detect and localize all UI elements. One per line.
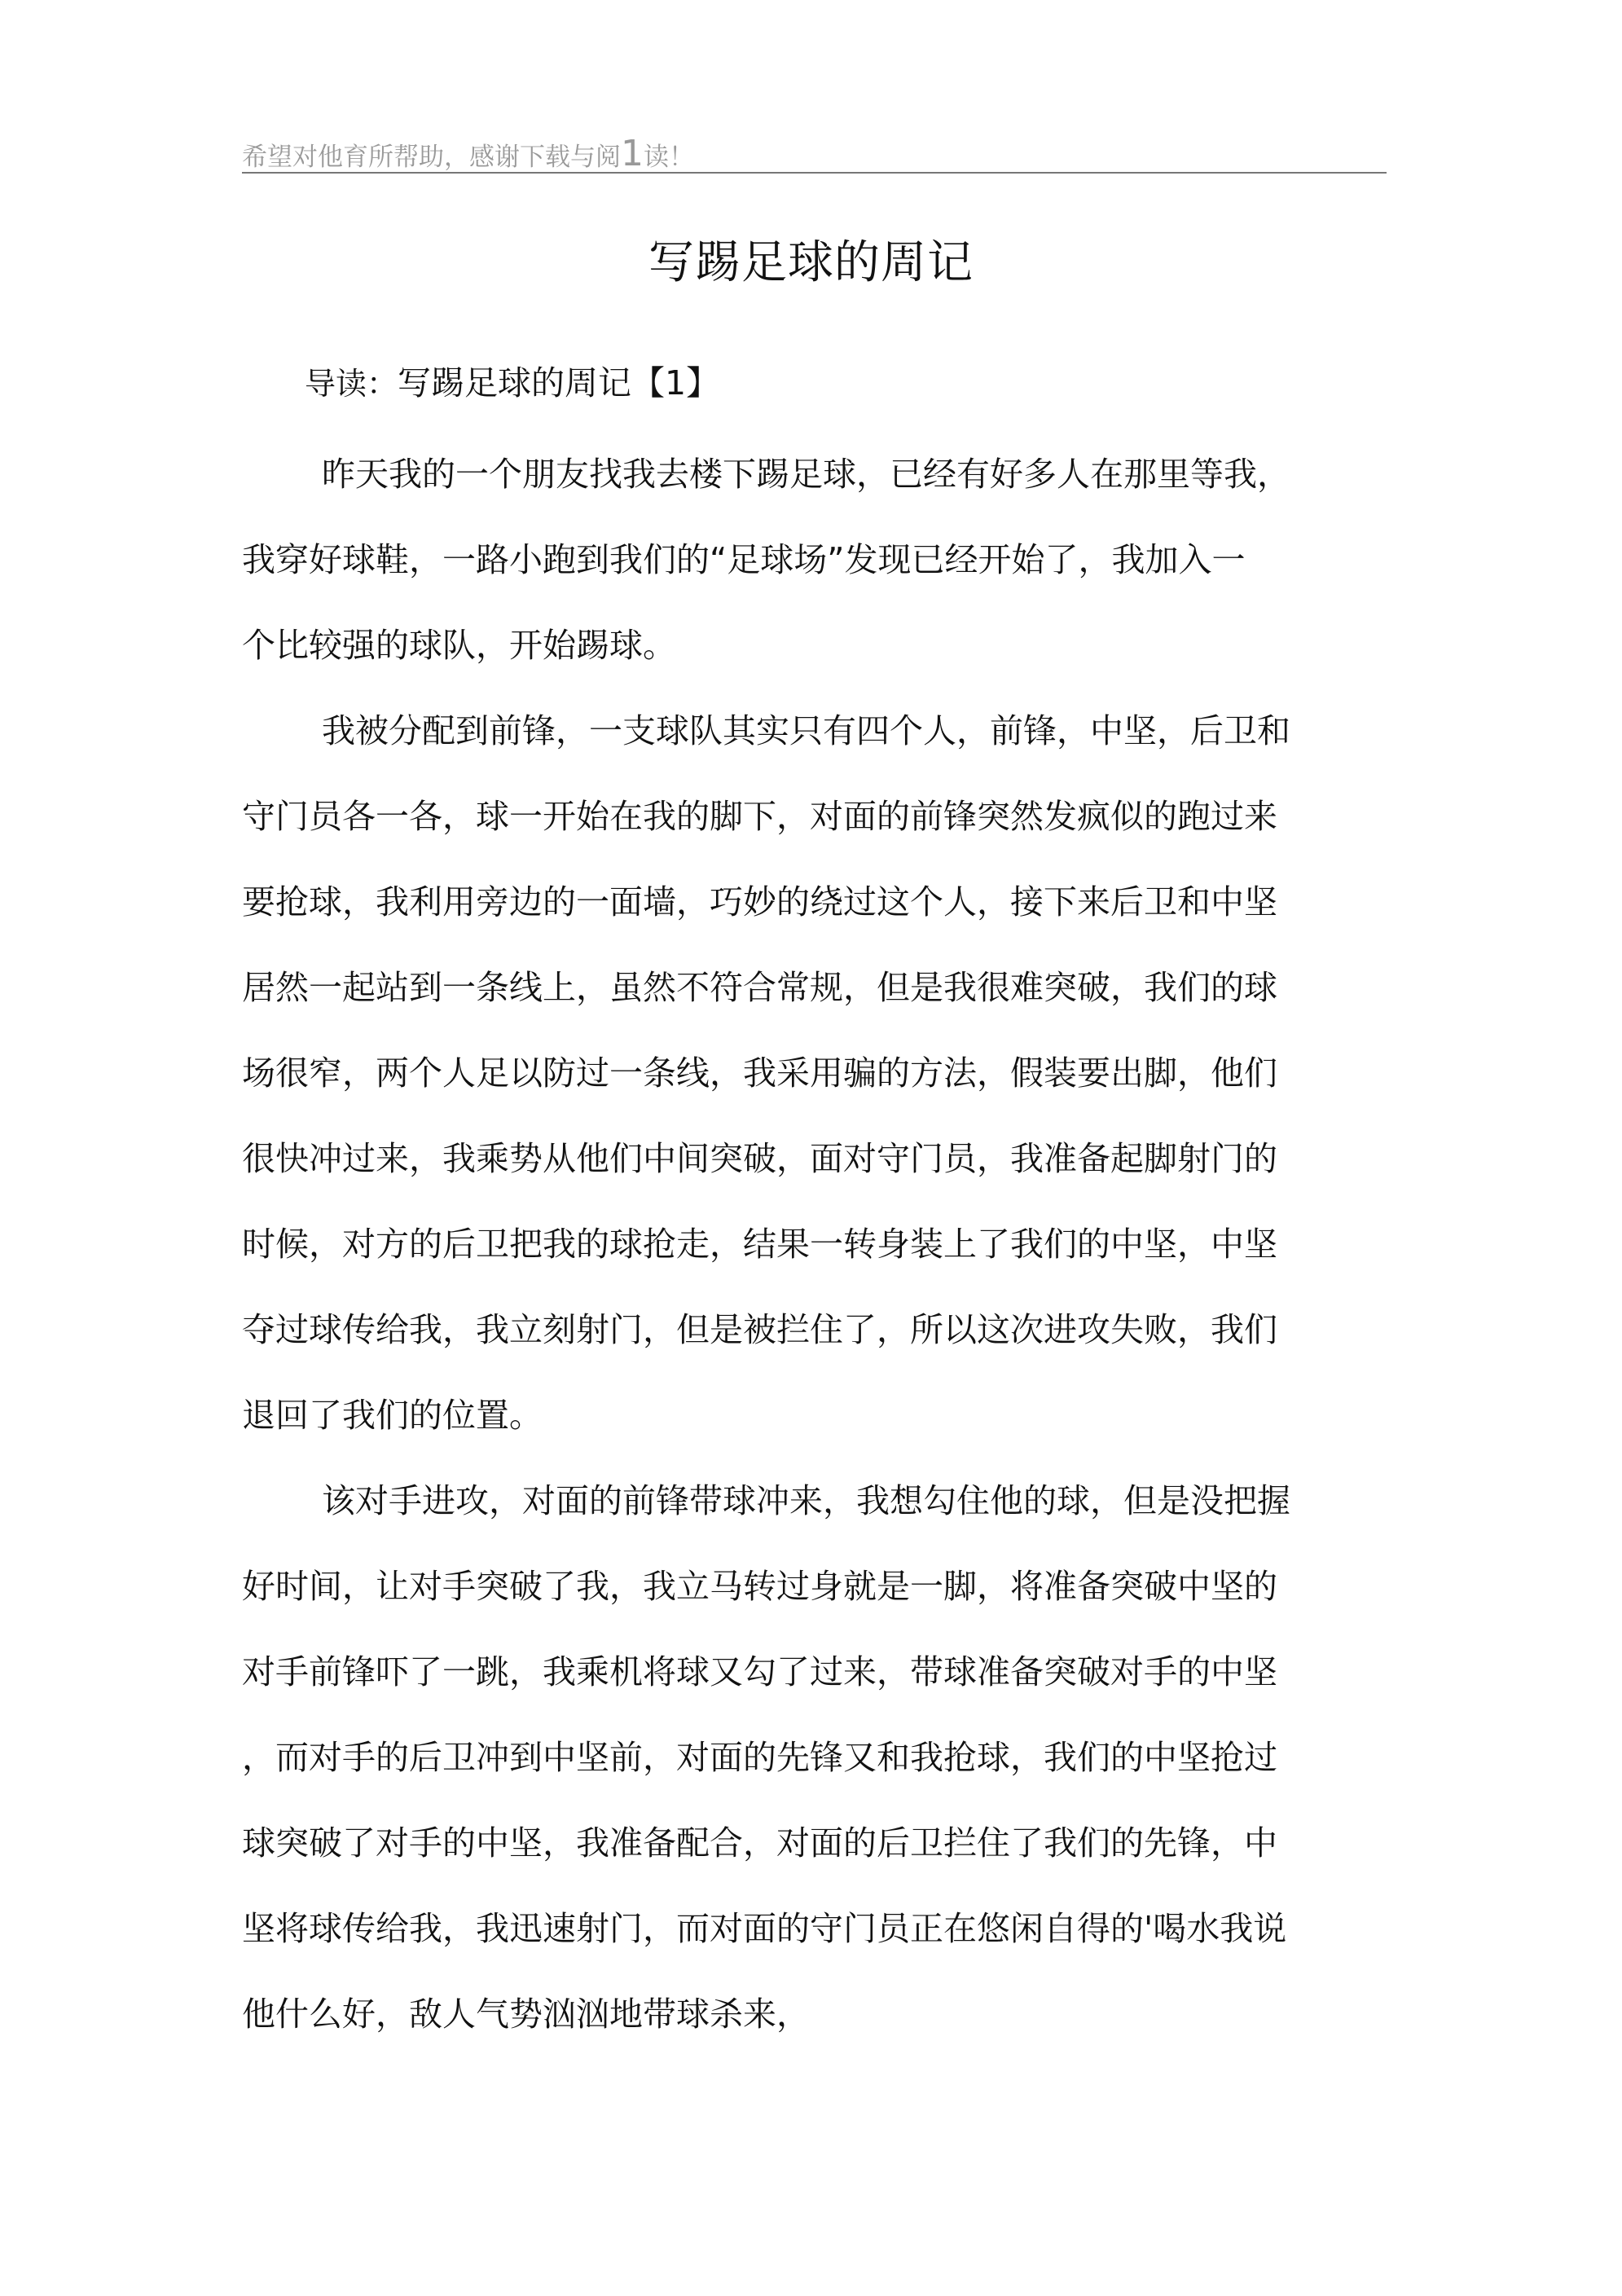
text-line: 好时间，让对手突破了我，我立马转过身就是一脚，将准备突破中坚的 xyxy=(242,1567,1277,1606)
text-line: 场很窄，两个人足以防过一条线，我采用骗的方法，假装要出脚，他们 xyxy=(242,1053,1277,1093)
text-line: 坚将球传给我，我迅速射门，而对面的守门员正在悠闲自得的'喝水我说 xyxy=(242,1909,1287,1948)
text-line: 球突破了对手的中坚，我准备配合，对面的后卫拦住了我们的先锋，中 xyxy=(242,1823,1277,1863)
paragraph xyxy=(242,432,1399,688)
text-line: ，而对手的后卫冲到中坚前，对面的先锋又和我抢球，我们的中坚抢过 xyxy=(242,1738,1277,1777)
text-line: 居然一起站到一条线上，虽然不符合常规，但是我很难突破，我们的球 xyxy=(242,968,1277,1007)
guide-line xyxy=(305,358,1445,408)
header-number: 1 xyxy=(621,133,644,174)
document-body xyxy=(242,432,1399,2057)
text-line: 要抢球，我利用旁边的一面墙，巧妙的绕过这个人，接下来后卫和中坚 xyxy=(242,882,1277,921)
guide-label: 导读： xyxy=(305,366,398,402)
text-line: 昨天我的一个朋友找我去楼下踢足球，已经有好多人在那里等我， xyxy=(322,455,1290,494)
text-line: 退回了我们的位置。 xyxy=(242,1396,543,1435)
header-text: 希望对他育所帮助，感谢下载与阅 xyxy=(242,143,621,172)
text-line: 我被分配到前锋，一支球队其实只有四个人，前锋，中坚，后卫和 xyxy=(322,711,1290,750)
text-line: 个比较强的球队，开始踢球。 xyxy=(242,626,676,665)
text-line: 很快冲过来，我乘势从他们中间突破，面对守门员，我准备起脚射门的 xyxy=(242,1139,1277,1178)
text-line: 该对手进攻，对面的前锋带球冲来，我想勾住他的球，但是没把握 xyxy=(322,1481,1290,1520)
header-text-end: 读！ xyxy=(644,143,694,172)
page-header xyxy=(242,135,1387,173)
text-line: 我穿好球鞋，一路小跑到我们的“足球场”发现已经开始了，我加入一 xyxy=(242,540,1246,579)
document-title: 写踢足球的周记 xyxy=(648,236,974,289)
text-line: 守门员各一各，球一开始在我的脚下，对面的前锋突然发疯似的跑过来 xyxy=(242,797,1277,836)
text-line: 夺过球传给我，我立刻射门，但是被拦住了，所以这次进攻失败，我们 xyxy=(242,1310,1277,1349)
paragraph xyxy=(242,1458,1399,2057)
paragraph xyxy=(242,688,1399,1458)
text-line: 时候，对方的后卫把我的球抢走，结果一转身装上了我们的中坚，中坚 xyxy=(242,1225,1277,1264)
guide-text: 写踢足球的周记【1】 xyxy=(398,363,720,402)
text-line: 对手前锋吓了一跳，我乘机将球又勾了过来，带球准备突破对手的中坚 xyxy=(242,1652,1277,1691)
text-line: 他什么好，敌人气势汹汹地带球杀来， xyxy=(242,1995,810,2034)
header-divider xyxy=(242,172,1387,174)
